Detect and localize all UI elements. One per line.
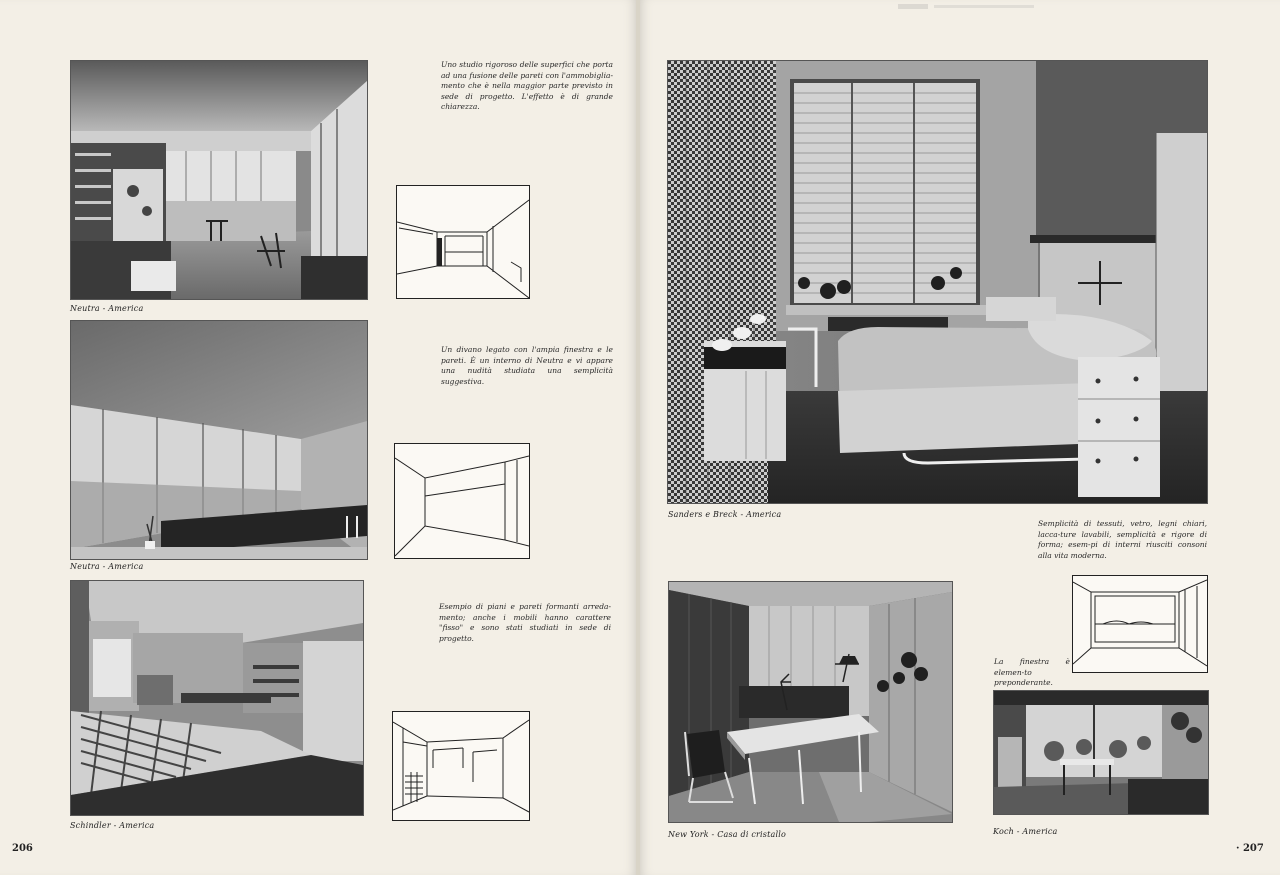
photo-new-york-casa-di-cristallo	[668, 581, 953, 823]
photo-koch-interior	[993, 690, 1209, 815]
photo-neutra-interior-2	[70, 320, 368, 560]
desc-koch: La finestra è elemen-to preponderante.	[994, 657, 1070, 687]
page-spine	[636, 0, 640, 875]
desc-schindler: Esempio di piani e pareti formanti arreda-mento; anche i mobili hanno carattere "fisso" e sono stati studiati in sede di progetto.	[439, 602, 611, 643]
caption-neutra-1: Neutra - America	[70, 304, 144, 313]
caption-koch: Koch - America	[993, 827, 1058, 836]
sketch-neutra-1	[396, 185, 530, 299]
page-number-right: · 207	[1236, 843, 1264, 854]
caption-neutra-2: Neutra - America	[70, 562, 144, 571]
sketch-neutra-2	[394, 443, 530, 559]
caption-new-york: New York - Casa di cristallo	[668, 830, 787, 839]
sketch-koch	[1072, 575, 1208, 673]
sketch-schindler	[392, 711, 530, 821]
photo-schindler-interior	[70, 580, 364, 816]
photo-neutra-interior-1	[70, 60, 368, 300]
desc-neutra-1: Uno studio rigoroso delle superfici che porta ad una fusione delle pareti con l'ammobiglia-mento che è nella maggior parte previsto in sede di progetto. L'effetto è di grande chiarezza.	[441, 60, 613, 111]
page-number-left: 206	[12, 843, 33, 854]
caption-sanders-breck: Sanders e Breck - America	[668, 510, 782, 519]
desc-sanders-breck: Semplicità di tessuti, vetro, legni chiari, lacca-ture lavabili, semplicità e rigore di forma; esem-pi di interni riusciti consoni alla vita moderna.	[1038, 519, 1207, 560]
desc-neutra-2: Un divano legato con l'ampia finestra e le pareti. È un interno di Neutra e vi appare una nudità studiata una semplicità suggestiva.	[441, 345, 613, 386]
faded-stamp-mark	[898, 2, 1038, 12]
photo-sanders-breck-bedroom	[667, 60, 1208, 504]
caption-schindler: Schindler - America	[70, 821, 155, 830]
